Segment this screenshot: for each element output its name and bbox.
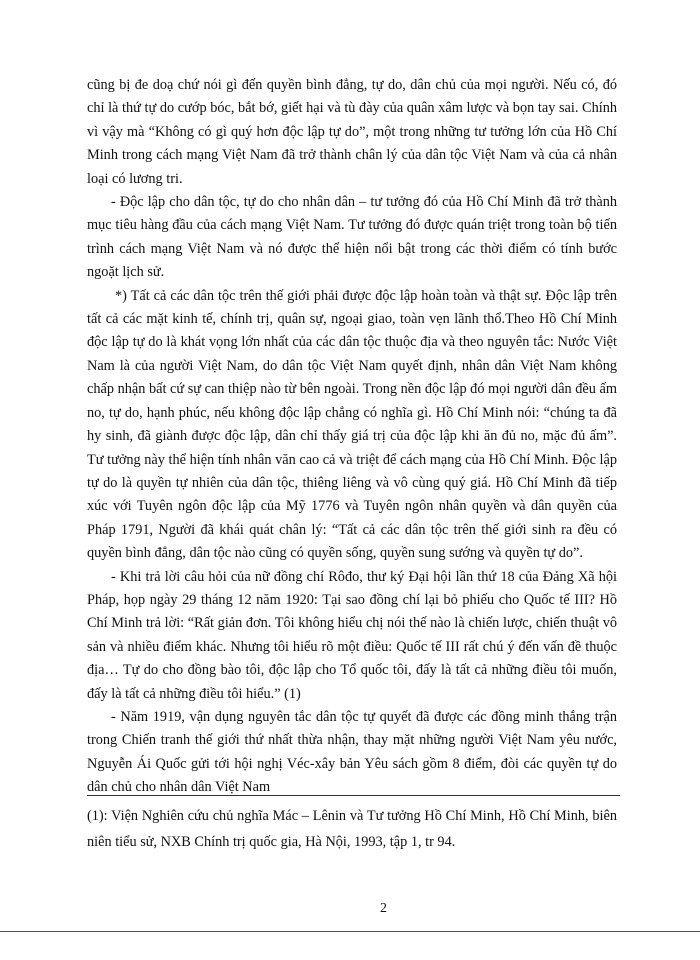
footnote-text: (1): Viện Nghiên cứu chủ nghĩa Mác – Lênin và Tư tưởng Hồ Chí Minh, Hồ Chí Minh, biên niên tiểu sử, NXB Chính trị quốc gia, Hà Nội, 1993, tập 1, tr 94. [87, 808, 617, 850]
paragraph-continuation: cũng bị đe doạ chứ nói gì đến quyền bình đẳng, tự do, dân chủ của mọi người. Nếu có, đó chỉ là thứ tự do cướp bóc, bắt bớ, giết hại và tù đày của quân xâm lược và bọn tay sai. Chính vì vậy mà “Không có gì quý hơn độc lập tự do”, một trong những tư tưởng lớn của Hồ Chí Minh trong cách mạng Việt Nam đã trở thành chân lý của dân tộc Việt Nam và của cả nhân loại có lương tri. [87, 77, 617, 187]
body-text [87, 74, 617, 800]
paragraph-third-international: - Khi trả lời câu hỏi của nữ đồng chí Rôđo, thư ký Đại hội lần thứ 18 của Đảng Xã hội Pháp, họp ngày 29 tháng 12 năm 1920: Tại sao đồng chí lại bỏ phiếu cho Quốc tế III? Hồ Chí Minh trả lời: “Rất giản đơn. Tôi không hiểu chị nói thế nào là chiến lược, chiến thuật vô sản và nhiều điểm khác. Nhưng tôi hiểu rõ một điều: Quốc tế III rất chú ý đến vấn đề thuộc địa… Tự do cho đồng bào tôi, độc lập cho Tổ quốc tôi, đấy là tất cả những điều tôi muốn, đấy là tất cả những điều tôi hiểu.” (1) [87, 568, 617, 702]
paragraph-year-1919: - Năm 1919, vận dụng nguyên tắc dân tộc tự quyết đã được các đồng minh thắng trận trong Chiến tranh thế giới thứ nhất thừa nhận, thay mặt những người Việt Nam yêu nước, Nguyễn Ái Quốc gửi tới hội nghị Véc-xây bản Yêu sách gồm 8 điểm, đòi các quyền tự do dân chủ cho nhân dân Việt Nam [87, 708, 617, 796]
page-bottom-divider [0, 931, 700, 932]
footnote [87, 803, 617, 855]
paragraph-all-nations: *) Tất cả các dân tộc trên thế giới phải được độc lập hoàn toàn và thật sự. Độc lập trên tất cả các mặt kinh tế, chính trị, quân sự, ngoại giao, toàn vẹn lãnh thổ.Theo Hồ Chí Minh độc lập tự do là khát vọng lớn nhất của các dân tộc thuộc địa và theo nguyên tắc: Nước Việt Nam là của người Việt Nam, do dân tộc Việt Nam quyết định, nhân dân Việt Nam không chấp nhận bất cứ sự can thiệp nào từ bên ngoài. Trong nền độc lập đó mọi người dân đều ấm no, tự do, hạnh phúc, nếu không độc lập chẳng có nghĩa gì. Hồ Chí Minh nói: “chúng ta đã hy sinh, đã giành được độc lập, dân chỉ thấy giá trị của độc lập khi ăn đủ no, mặc đủ ấm”. Tư tưởng này thể hiện tính nhân văn cao cả và triệt để cách mạng của Hồ Chí Minh. Độc lập tự do là quyền tự nhiên của dân tộc, thiêng liêng và vô cùng quý giá. Hồ Chí Minh đã tiếp xúc với Tuyên ngôn độc lập của Mỹ 1776 và Tuyên ngôn nhân quyền và dân quyền của Pháp 1791, Người đã khái quát chân lý: “Tất cả các dân tộc trên thế giới sinh ra đều có quyền bình đẳng, dân tộc nào cũng có quyền sống, quyền sung sướng và quyền tự do”. [87, 287, 617, 562]
paragraph-independence-freedom: - Độc lập cho dân tộc, tự do cho nhân dân – tư tưởng đó của Hồ Chí Minh đã trở thành mục tiêu hàng đầu của cách mạng Việt Nam. Tư tưởng đó được quán triệt trong toàn bộ tiến trình cách mạng Việt Nam và nó được thể hiện nổi bật trong các thời điểm có tính bước ngoặt lịch sử. [87, 194, 617, 281]
footnote-divider [87, 795, 620, 796]
page-number: 2 [380, 901, 387, 916]
